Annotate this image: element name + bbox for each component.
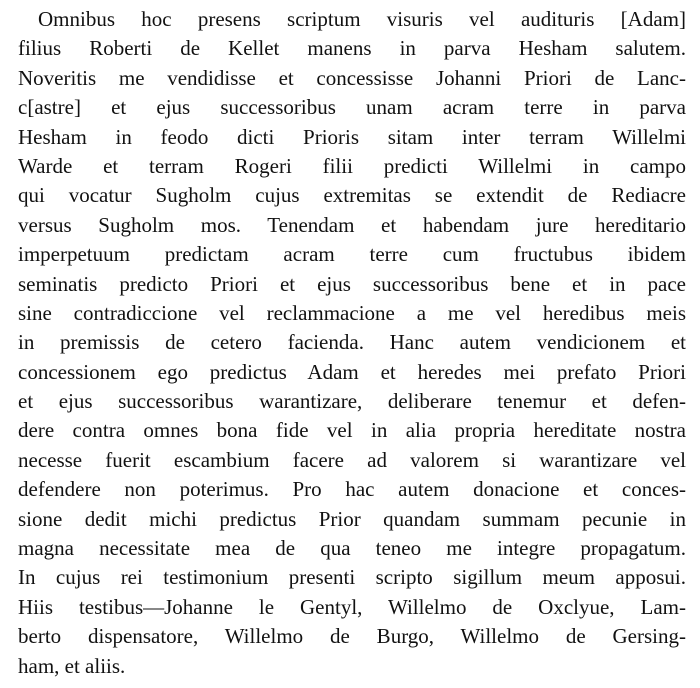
text-line: Hiis testibus—Johanne le Gentyl, Willelmo de Oxclyue, Lam-: [18, 594, 686, 619]
text-line: imperpetuum predictam acram terre cum fructubus ibidem: [18, 242, 686, 267]
text-line: magna necessitate mea de qua teneo me integre propagatum.: [18, 536, 686, 561]
text-line: necesse fuerit escambium facere ad valorem si warantizare vel: [18, 447, 686, 472]
text-line: versus Sugholm mos. Tenendam et habendam jure hereditario: [18, 212, 686, 237]
text-line: sione dedit michi predictus Prior quandam summam pecunie in: [18, 506, 686, 531]
text-line: Omnibus hoc presens scriptum visuris vel audituris [Adam]: [38, 7, 686, 31]
text-line: filius Roberti de Kellet manens in parva Hesham salutem.: [18, 36, 686, 61]
text-line: seminatis predicto Priori et ejus successoribus bene et in pace: [18, 271, 686, 296]
text-line: In cujus rei testimonium presenti scripto sigillum meum apposui.: [18, 565, 686, 590]
text-line: qui vocatur Sugholm cujus extremitas se extendit de Rediacre: [18, 183, 686, 208]
text-line: ham, et aliis.: [18, 653, 126, 678]
text-line: c[astre] et ejus successoribus unam acram terre in parva: [18, 95, 686, 120]
text-line: defendere non poterimus. Pro hac autem donacione et conces-: [18, 477, 686, 502]
text-line: sine contradiccione vel reclammacione a me vel heredibus meis: [18, 300, 686, 325]
text-line: dere contra omnes bona fide vel in alia propria hereditate nostra: [18, 418, 686, 443]
text-line: Noveritis me vendidisse et concessisse Johanni Priori de Lanc-: [18, 65, 686, 90]
text-line: Hesham in feodo dicti Prioris sitam inter terram Willelmi: [18, 124, 686, 149]
text-line: berto dispensatore, Willelmo de Burgo, Willelmo de Gersing-: [18, 624, 686, 649]
charter-text: [18, 5, 686, 681]
text-line: concessionem ego predictus Adam et heredes mei prefato Priori: [18, 359, 686, 384]
text-line: Warde et terram Rogeri filii predicti Willelmi in campo: [18, 153, 686, 178]
text-line: in premissis de cetero facienda. Hanc autem vendicionem et: [18, 330, 686, 355]
text-line: et ejus successoribus warantizare, deliberare tenemur et defen-: [18, 389, 686, 414]
